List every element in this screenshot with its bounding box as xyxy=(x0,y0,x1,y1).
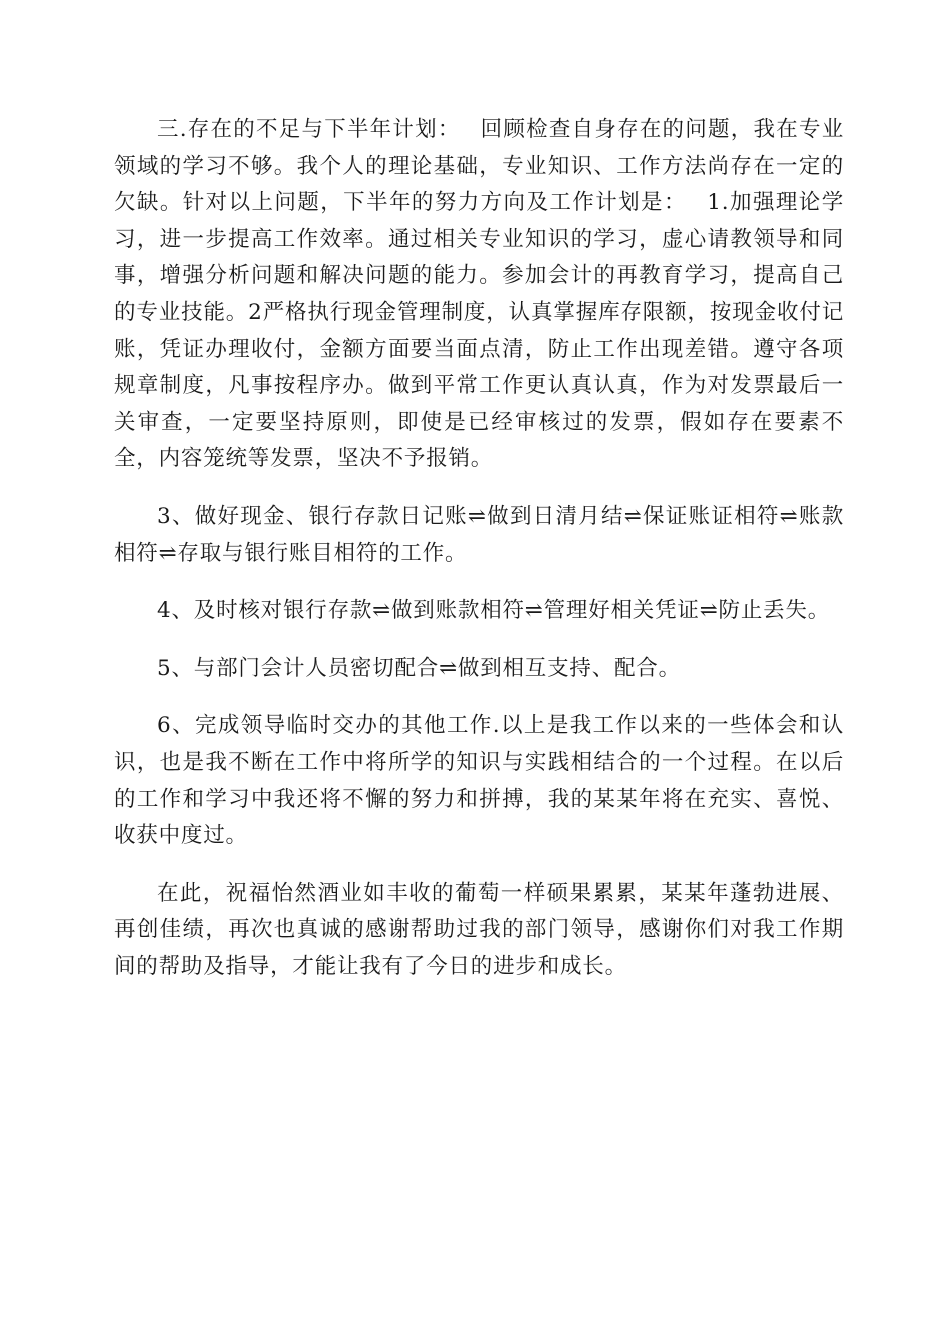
document-page xyxy=(114,112,844,1006)
paragraph-closing: 在此，祝福怡然酒业如丰收的葡萄一样硕果累累，某某年蓬勃进展、再创佳绩，再次也真诚的感谢帮助过我的部门领导，感谢你们对我工作期间的帮助及指导，才能让我有了今日的进步和成长。 xyxy=(114,880,844,979)
paragraph-item-4: 4、及时核对银行存款⇌做到账款相符⇌管理好相关凭证⇌防止丢失。 xyxy=(157,598,831,624)
paragraph-item-6: 6、完成领导临时交办的其他工作.以上是我工作以来的一些体会和认识，也是我不断在工作中将所学的知识与实践相结合的一个过程。在以后的工作和学习中我还将不懈的努力和拼搏，我的某某年将在充实、喜悦、收获中度过。 xyxy=(114,713,844,849)
paragraph-item-3: 3、做好现金、银行存款日记账⇌做到日清月结⇌保证账证相符⇌账款相符⇌存取与银行账目相符的工作。 xyxy=(114,503,844,566)
paragraph-plan: 三.存在的不足与下半年计划： 回顾检查自身存在的问题，我在专业领域的学习不够。我个人的理论基础，专业知识、工作方法尚存在一定的欠缺。针对以上问题，下半年的努力方向及工作计划是： 1.加强理论学习，进一步提高工作效率。通过相关专业知识的学习，虚心请教领导和同事，增强分析问题和解决问题的能力。参加会计的再教育学习，提高自己的专业技能。2严格执行现金管理制度，认真掌握库存限额，按现金收付记账，凭证办理收付，金额方面要当面点清，防止工作出现差错。遵守各项规章制度，凡事按程序办。做到平常工作更认真认真，作为对发票最后一关审查，一定要坚持原则，即使是已经审核过的发票，假如存在要素不全，内容笼统等发票，坚决不予报销。 xyxy=(114,117,844,472)
paragraph-item-5: 5、与部门会计人员密切配合⇌做到相互支持、配合。 xyxy=(157,655,681,681)
